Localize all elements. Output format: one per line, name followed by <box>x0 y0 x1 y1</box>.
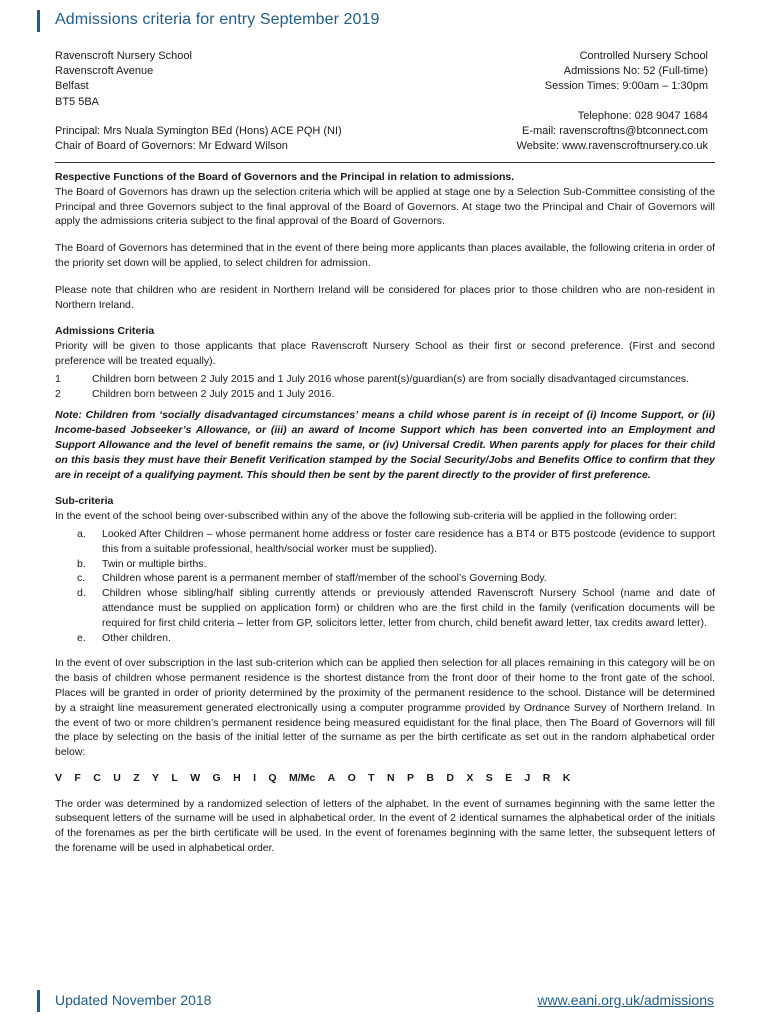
sub-criteria-intro: In the event of the school being over-subscribed within any of the above the following sub-criteria will be applied in the following order: <box>55 510 677 523</box>
admissions-link[interactable]: www.eani.org.uk/admissions <box>537 992 714 1008</box>
school-info <box>545 49 708 95</box>
alphabet-letter: F <box>74 771 81 784</box>
school-people <box>55 124 342 154</box>
list-item <box>77 557 715 572</box>
functions-text: The Board of Governors has drawn up the selection criteria which will be applied at stage one by a Selection Sub-Committee consisting of the Principal and three Governors subject to the final approval of the Board of Governors. At stage two the Principal and Chair of Governors will apply the admissions criteria subject to the final approval of the Board of Governors. <box>55 185 715 228</box>
alphabet-letter: P <box>406 771 414 784</box>
alphabet-letter: M/Mc <box>288 771 316 784</box>
criterion-number: 2 <box>55 387 61 400</box>
alphabet-letter: Y <box>152 771 160 784</box>
sub-criterion-letter: e. <box>77 631 86 644</box>
footer-accent-bar <box>37 990 40 1012</box>
sub-criterion-text: Looked After Children – whose permanent home address or foster care residence has a BT4 or BT5 postcode (evidence to support this from a suitable professional, health/social worker must be supplied). <box>102 527 715 555</box>
alphabet-letter: J <box>524 771 531 784</box>
alphabet-letter: L <box>171 771 178 784</box>
school-name: Ravenscroft Nursery School <box>55 50 192 62</box>
chair-of-governors: Chair of Board of Governors: Mr Edward Wilson <box>55 140 288 153</box>
alphabet-letter: A <box>327 771 336 784</box>
disadvantaged-note: Note: Children from ‘socially disadvantaged circumstances’ means a child whose parent is in receipt of (i) Income Support, or (ii) Income-based Jobseeker’s Allowance, or (iii) an award of Income Support which has been converted into an Employment and Support Allowance and the level of benefit remains the same, or (iv) Universal Credit. When parents apply for places for their child on this basis they must have their Benefit Verification stamped by the Social Security/Jobs and Benefits Office to confirm that they are in receipt of a qualifying payment. This should then be sent by the parent directly to the provider of first preference. <box>55 409 715 481</box>
alphabet-letter: X <box>466 771 474 784</box>
sub-criteria-heading: Sub-criteria <box>55 495 114 508</box>
list-item <box>55 372 715 387</box>
school-street: Ravenscroft Avenue <box>55 65 154 78</box>
alphabet-letter: Z <box>133 771 140 784</box>
sub-criterion-letter: d. <box>77 587 86 600</box>
criteria-intro: Priority will be given to those applicants that place Ravenscroft Nursery School as their first or second preference. (First and second preference will be treated equally). <box>55 340 715 367</box>
alphabet-letter: C <box>93 771 101 784</box>
alphabet-letter: N <box>386 771 395 784</box>
resident-paragraph: Please note that children who are resident in Northern Ireland will be considered for places prior to those children who are non-resident in Northern Ireland. <box>55 283 715 311</box>
school-address <box>55 49 192 110</box>
sub-criteria-list <box>55 527 715 645</box>
criteria-heading: Admissions Criteria <box>55 325 155 338</box>
website: Website: www.ravenscroftnursery.co.uk <box>516 140 708 153</box>
list-item <box>55 387 715 402</box>
alphabet-letter: O <box>347 771 356 784</box>
order-paragraph: The order was determined by a randomized selection of letters of the alphabet. In the event of surnames beginning with the same letter the subsequent letters of the surname will be used in alphabetical order. In the event of 2 identical surnames the alphabetical order of the initials of the forenames as per the birth certificate will be used. In the event of forenames beginning with the same letter, the subsequent letters of the forename will be used in alphabetical order. <box>55 797 715 855</box>
alphabet-letter: B <box>426 771 434 784</box>
telephone: Telephone: 028 9047 1684 <box>577 110 708 122</box>
sub-criterion-letter: c. <box>77 572 86 585</box>
school-contacts <box>516 109 708 155</box>
alphabet-letter: W <box>190 771 201 784</box>
sub-criterion-text: Twin or multiple births. <box>102 557 207 570</box>
document-title: Admissions criteria for entry September 2019 <box>55 11 380 28</box>
school-type: Controlled Nursery School <box>579 50 708 62</box>
sub-criterion-letter: a. <box>77 527 86 540</box>
criteria-list <box>55 372 715 402</box>
criterion-number: 1 <box>55 372 61 385</box>
oversubscription-paragraph: In the event of over subscription in the last sub-criterion which can be applied then selection for all places remaining in this category will be on the basis of children whose permanent residence is the shortest distance from the front door of their home to the front gate of the school. Places will be granted in order of priority determined by the proximity of the permanent residence to the school. Distance will be determined by a straight line measurement generated electronically using a computer programme provided by Ordnance Survey of Northern Ireland. In the event of two or more children’s permanent residence being measured equidistant for the final place, then The Board of Governors will fill the place by selecting on the basis of the initial letter of the surname as per the birth certificate as set out in the random alphabetical order below: <box>55 657 715 759</box>
sub-criterion-letter: b. <box>77 557 86 570</box>
updated-date: Updated November 2018 <box>55 992 212 1008</box>
school-city: Belfast <box>55 80 89 93</box>
alphabet-letter: H <box>233 771 241 784</box>
alphabet-letter: U <box>113 771 121 784</box>
email: E-mail: ravenscroftns@btconnect.com <box>521 125 708 138</box>
header-accent-bar <box>37 10 40 32</box>
list-item <box>77 586 715 630</box>
sub-criterion-text: Other children. <box>102 631 171 644</box>
alphabet-letter: D <box>446 771 454 784</box>
principal: Principal: Mrs Nuala Symington BEd (Hons) ACE PQH (NI) <box>55 125 342 137</box>
criterion-text: Children born between 2 July 2015 and 1 July 2016 whose parent(s)/guardian(s) are from socially disadvantaged circumstances. <box>92 372 690 385</box>
alphabet-letter: T <box>368 771 375 784</box>
priority-paragraph: The Board of Governors has determined that in the event of there being more applicants than places available, the following criteria in order of the priority set down will be applied, to select children for admission. <box>55 242 715 269</box>
school-postcode: BT5 5BA <box>55 95 100 108</box>
admissions-number: Admissions No: 52 (Full-time) <box>563 65 708 78</box>
list-item <box>77 631 715 646</box>
list-item <box>77 527 715 557</box>
alphabet-order <box>55 771 715 786</box>
functions-heading: Respective Functions of the Board of Governors and the Principal in relation to admissions. <box>55 171 515 183</box>
alphabet-letter: S <box>485 771 493 784</box>
alphabet-letter: G <box>212 771 221 784</box>
criterion-text: Children born between 2 July 2015 and 1 July 2016. <box>92 387 335 400</box>
alphabet-letter: V <box>55 771 63 784</box>
header-divider <box>55 162 715 163</box>
sub-criterion-text: Children whose parent is a permanent member of staff/member of the school’s Governing Body. <box>102 572 547 585</box>
alphabet-letter: R <box>542 771 551 784</box>
alphabet-letter: I <box>253 771 256 784</box>
sub-criterion-text: Children whose sibling/half sibling currently attends or previously attended Ravenscroft Nursery School (name and date of attendance must be supplied on application form) or children who are the first child in the family (verification documents will be required for first child criteria – letter from GP, solicitors letter, letter from church, child benefit award letter, tax credits award letter). <box>102 587 715 629</box>
alphabet-letter: E <box>505 771 513 784</box>
alphabet-letter: K <box>562 771 571 784</box>
alphabet-letter: Q <box>268 771 277 784</box>
list-item <box>77 571 715 586</box>
document-body <box>55 170 715 856</box>
session-times: Session Times: 9:00am – 1:30pm <box>544 80 708 93</box>
